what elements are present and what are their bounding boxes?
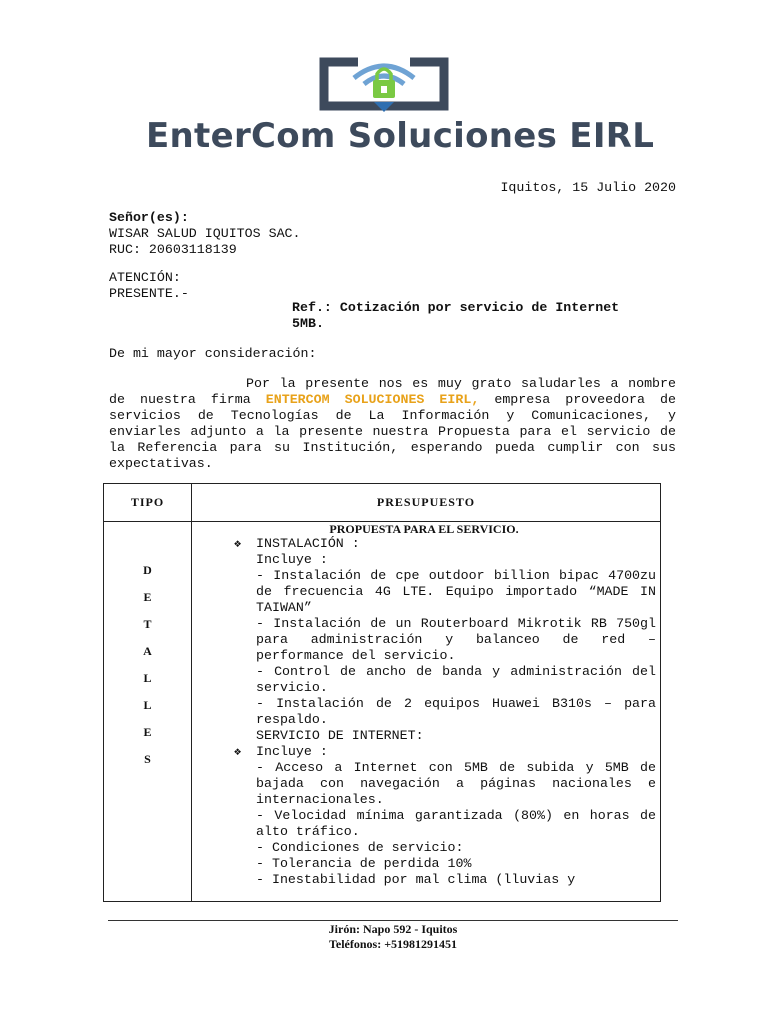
proposal-line: Incluye : <box>256 552 328 567</box>
greeting: De mi mayor consideración: <box>109 346 317 361</box>
header-presupuesto: PRESUPUESTO <box>192 484 661 522</box>
header-tipo: TIPO <box>104 484 192 522</box>
proposal-line: - Instalación de un Routerboard Mikrotik RB 750gl para administración y balanceo de red – performance del servicio. <box>256 616 656 663</box>
reference-line <box>292 300 652 332</box>
detalles-label <box>104 562 191 778</box>
salutation-label: Señor(es): <box>109 210 189 225</box>
letter-date: Iquitos, 15 Julio 2020 <box>500 180 676 195</box>
reference-line-2: 5MB. <box>292 316 324 331</box>
footer-address: Jirón: Napo 592 - Iquitos <box>328 922 458 936</box>
footer-divider <box>108 920 678 921</box>
attention-label: ATENCIÓN: <box>109 270 181 285</box>
detalles-cell <box>104 522 192 902</box>
proposal-line: - Tolerancia de perdida 10% <box>256 856 472 871</box>
proposal-line: - Velocidad mínima garantizada (80%) en horas de alto tráfico. <box>256 808 656 839</box>
proposal-cell <box>192 522 661 902</box>
present-label: PRESENTE.- <box>109 286 189 301</box>
detalles-letter: E <box>143 590 152 604</box>
detalles-letter: A <box>143 644 152 658</box>
recipient-block <box>109 210 301 258</box>
table-row <box>104 522 661 902</box>
company-highlight: ENTERCOM SOLUCIONES EIRL, <box>265 392 480 407</box>
proposal-title: PROPUESTA PARA EL SERVICIO. <box>329 522 519 536</box>
company-logo <box>0 52 768 162</box>
proposal-line: - Condiciones de servicio: <box>256 840 464 855</box>
intro-text-after: empresa proveedora de servicios de Tecnologías de La Información y Comunicaciones, y enviarles adjunto a la presente nuestra Propuesta para el servicio de la Referencia para su Institución, esperando pueda cumplir con sus expectativas. <box>109 392 676 471</box>
company-name: EnterCom Soluciones EIRL <box>146 116 655 156</box>
proposal-line: - Instalación de cpe outdoor billion bipac 4700zu de frecuencia 4G LTE. Equipo importado “MADE IN TAIWAN” <box>256 568 656 615</box>
footer-phones: Teléfonos: +51981291451 <box>328 937 458 951</box>
detalles-letter: L <box>143 671 152 685</box>
proposal-line: SERVICIO DE INTERNET: <box>256 728 424 743</box>
intro-text-before: Por la presente nos es muy grato saludarles a nombre de nuestra firma <box>109 376 676 407</box>
attention-block <box>109 270 189 302</box>
bullet-item: ❖ Incluye : <box>256 744 656 760</box>
quote-table <box>103 483 661 902</box>
proposal-line: - Control de ancho de banda y administración del servicio. <box>256 664 656 695</box>
recipient-ruc: RUC: 20603118139 <box>109 242 237 257</box>
detalles-letter: T <box>143 617 152 631</box>
bullet-item: ❖ INSTALACIÓN : <box>256 536 656 552</box>
proposal-line: - Inestabilidad por mal clima (lluvias y <box>256 872 576 887</box>
intro-paragraph <box>109 376 676 472</box>
detalles-letter: E <box>143 725 152 739</box>
reference-line-1: Ref.: Cotización por servicio de Internet <box>292 300 620 315</box>
monitor-lock-wifi-icon <box>318 56 450 116</box>
footer <box>0 922 768 952</box>
table-header-row <box>104 484 661 522</box>
detalles-letter: S <box>144 752 151 766</box>
detalles-letter: L <box>143 698 152 712</box>
recipient-name: WISAR SALUD IQUITOS SAC. <box>109 226 301 241</box>
proposal-line: - Instalación de 2 equipos Huawei B310s – para respaldo. <box>256 696 656 727</box>
proposal-line: - Acceso a Internet con 5MB de subida y 5MB de bajada con navegación a páginas nacionales e internacionales. <box>256 760 656 807</box>
proposal-content <box>192 522 660 888</box>
detalles-letter: D <box>143 563 152 577</box>
